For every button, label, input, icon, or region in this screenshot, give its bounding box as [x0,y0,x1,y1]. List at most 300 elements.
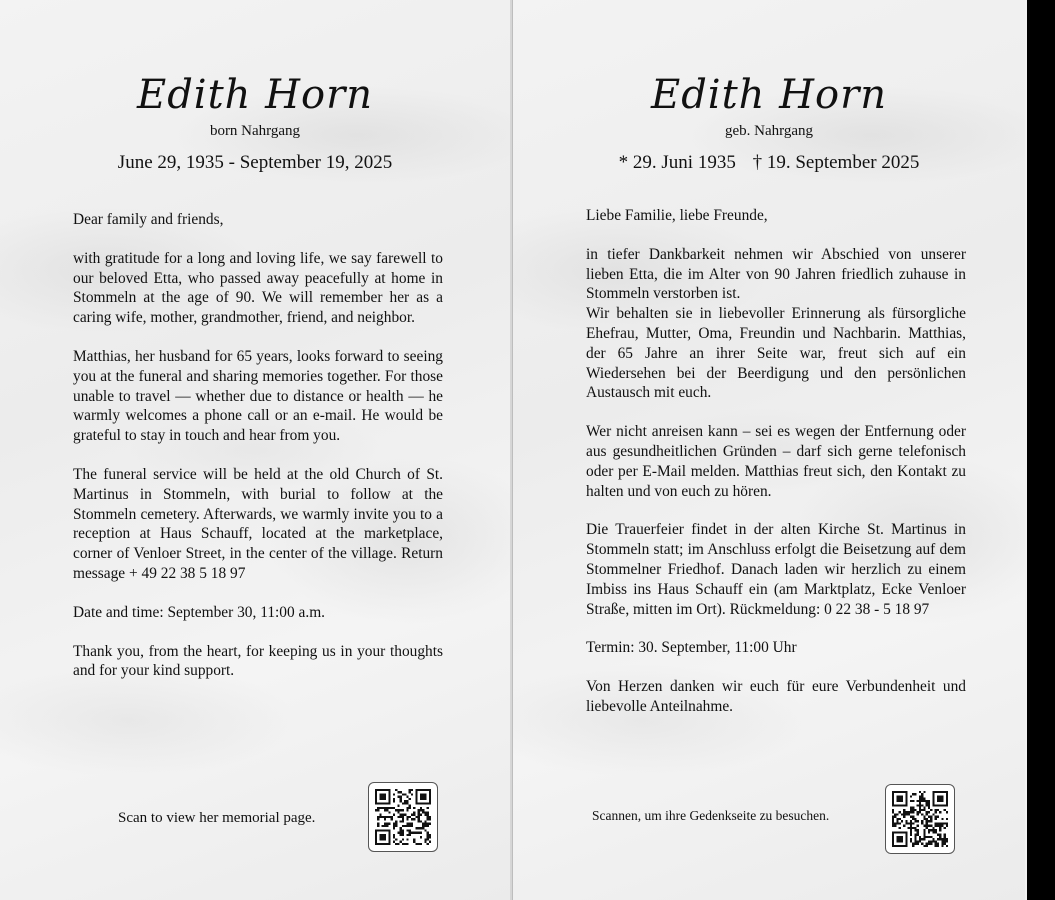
qr-module [935,831,937,833]
qr-module [384,825,386,827]
qr-module [418,811,420,813]
qr-module [892,820,894,822]
qr-module [409,816,411,818]
qr-module [406,823,408,825]
qr-module [379,814,381,816]
qr-module [402,829,404,831]
qr-module [914,843,916,845]
maiden-name: born Nahrgang [209,123,301,139]
qr-module [420,832,422,834]
qr-module [402,834,404,836]
qr-module [429,823,431,825]
qr-module [919,795,921,797]
qr-module [926,825,928,827]
qr-module [946,845,948,847]
qr-module [892,816,894,818]
qr-module [892,818,894,820]
qr-module [910,827,912,829]
qr-module [406,838,408,840]
qr-module [917,811,919,813]
qr-module [908,827,910,829]
qr-module [926,836,928,838]
qr-module [395,809,397,811]
qr-module [411,789,413,791]
qr-module [914,836,916,838]
qr-module [377,823,379,825]
qr-module [413,811,415,813]
qr-module [919,791,921,793]
qr-module [917,804,919,806]
qr-module [928,804,930,806]
qr-module [912,843,914,845]
qr-module [393,827,395,829]
qr-module [409,798,411,800]
qr-module [409,834,411,836]
qr-module [939,822,941,824]
english-page [0,0,512,900]
qr-module [894,813,896,815]
qr-module [903,811,905,813]
greeting: Dear family and friends, [73,211,224,228]
qr-module [937,843,939,845]
qr-module [896,818,898,820]
qr-module [896,822,898,824]
qr-module [921,798,923,800]
qr-module [928,816,930,818]
qr-module [420,827,422,829]
qr-module [912,818,914,820]
qr-module [905,820,907,822]
qr-module [923,791,925,793]
qr-module [418,843,420,845]
qr-module [946,822,948,824]
qr-module [910,840,912,842]
qr-module [921,793,923,795]
qr-module [926,804,928,806]
closing: Von Herzen danken wir euch für eure Verbundenheit und liebevolle Anteilnahme. [586,678,966,715]
birth-date: * 29. Juni 1935 [618,152,736,173]
qr-module [923,807,925,809]
date-time: Date and time: September 30, 11:00 a.m. [73,603,326,621]
qr-module [932,838,934,840]
qr-module [386,809,388,811]
qr-module [424,814,426,816]
qr-module [910,838,912,840]
qr-module [427,811,429,813]
qr-module [919,838,921,840]
qr-module [917,834,919,836]
qr-module [921,800,923,802]
qr-module [413,807,415,809]
qr-module [413,814,415,816]
qr-module [427,818,429,820]
qr-module [939,829,941,831]
qr-module [910,834,912,836]
qr-module [427,838,429,840]
qr-module [402,818,404,820]
qr-module [910,795,912,797]
qr-module [926,820,928,822]
qr-module [382,825,384,827]
qr-module [400,800,402,802]
qr-module [894,816,896,818]
qr-module [939,838,941,840]
qr-module [928,825,930,827]
qr-module [944,843,946,845]
qr-module [388,823,390,825]
qr-module [402,838,404,840]
qr-module [935,809,937,811]
qr-module [928,811,930,813]
qr-module [923,834,925,836]
life-dates: June 29, 1935 - September 19, 2025 [117,152,393,173]
qr-code-icon[interactable] [885,784,955,854]
qr-module [413,818,415,820]
qr-code-icon[interactable] [368,782,438,852]
qr-module [413,841,415,843]
qr-module [402,793,404,795]
qr-module [899,827,901,829]
qr-module [923,838,925,840]
qr-module [413,832,415,834]
qr-module [393,798,395,800]
qr-module [894,822,896,824]
qr-module [919,836,921,838]
qr-module [382,816,384,818]
qr-module [429,818,431,820]
qr-module [919,811,921,813]
qr-module [935,811,937,813]
qr-module [926,843,928,845]
qr-module [899,822,901,824]
paragraph: Die Trauerfeier findet in der alten Kirche St. Martinus in Stommeln statt; im Anschluss erfolgt die Beisetzung auf dem Stommelner Friedhof. Danach laden wir herzlich zu einem Imbiss ins Haus Schauff ein (am Marktplatz, Ecke Venloer Straße, mitten im Ort). Rückmeldung: 0 22 38 - 5 18 97 [586,521,966,618]
paragraph: The funeral service will be held at the old Church of St. Martinus in Stommeln, with burial to follow at the Stommeln cemetery. Afterwards, we warmly invite you to a reception at Haus Schauff, located at the marketplace, corner of Venloer Street, in the center of the village. Return message + 49 22 38 5 18 97 [73,465,443,582]
qr-module [420,843,422,845]
qr-module [919,809,921,811]
qr-module [928,843,930,845]
qr-module [946,811,948,813]
qr-module [424,841,426,843]
qr-module [402,814,404,816]
qr-module [935,840,937,842]
qr-module [418,827,420,829]
qr-module [930,836,932,838]
qr-module [400,834,402,836]
qr-module [379,816,381,818]
qr-module [910,831,912,833]
qr-module [926,813,928,815]
qr-module [921,822,923,824]
qr-module [914,827,916,829]
qr-module [402,832,404,834]
qr-module [420,807,422,809]
qr-module [923,845,925,847]
qr-module [427,807,429,809]
scan-caption: Scannen, um ihre Gedenkseite zu besuchen. [592,808,830,823]
qr-module [921,809,923,811]
qr-module [932,831,934,833]
qr-module [395,843,397,845]
qr-module [377,818,379,820]
qr-module [917,840,919,842]
qr-module [937,816,939,818]
qr-module [404,843,406,845]
qr-module [420,809,422,811]
qr-module [910,816,912,818]
qr-module [935,825,937,827]
qr-module [946,825,948,827]
qr-module [391,816,393,818]
qr-module [427,823,429,825]
qr-module [944,809,946,811]
qr-module [375,809,377,811]
qr-module [912,811,914,813]
qr-module [896,795,903,802]
qr-module [903,816,905,818]
qr-module [926,822,928,824]
qr-module [422,823,424,825]
qr-module [939,836,941,838]
qr-module [409,823,411,825]
qr-module [379,834,386,841]
qr-module [427,834,429,836]
qr-module [912,822,914,824]
qr-module [921,804,923,806]
qr-module [427,825,429,827]
qr-module [923,829,925,831]
qr-module [941,845,943,847]
qr-module [395,820,397,822]
qr-module [400,841,402,843]
qr-module [935,822,937,824]
paragraph: Wer nicht anreisen kann – sei es wegen der Entfernung oder aus gesundheitlichen Gründen – darf sich gerne telefonisch oder per E-Mail melden. Matthias freut sich, den Kontakt zu halten und von euch zu hören. [586,423,966,500]
qr-module [397,796,399,798]
qr-module [422,825,424,827]
qr-module [917,843,919,845]
qr-module [393,825,395,827]
qr-module [944,822,946,824]
qr-module [420,793,427,800]
qr-module [397,832,399,834]
qr-module [415,816,417,818]
qr-module [896,836,903,843]
qr-module [424,825,426,827]
letter-body [586,206,966,736]
paragraph: in tiefer Dankbarkeit nehmen wir Abschied von unserer lieben Etta, die im Alter von 90 Jahren friedlich zuhause in Stommeln verstorben ist. [586,245,966,303]
qr-module [928,820,930,822]
qr-module [910,807,912,809]
qr-module [939,825,941,827]
qr-module [429,816,431,818]
qr-module [941,843,943,845]
qr-module [928,802,930,804]
date-time: Termin: 30. September, 11:00 Uhr [586,639,797,657]
qr-module [914,838,916,840]
qr-module [406,796,408,798]
qr-module [402,809,404,811]
qr-module [937,834,939,836]
qr-module [393,823,395,825]
qr-module [422,809,424,811]
qr-module [418,832,420,834]
qr-module [896,813,898,815]
qr-module [892,809,894,811]
qr-module [917,831,919,833]
qr-module [926,827,928,829]
qr-module [427,816,429,818]
qr-module [418,820,420,822]
qr-module [391,807,393,809]
qr-module [944,836,946,838]
qr-module [923,816,925,818]
qr-module [418,814,420,816]
qr-module [941,838,943,840]
qr-module [932,827,934,829]
qr-module [928,807,930,809]
qr-module [388,816,390,818]
qr-module [930,816,932,818]
qr-module [941,822,943,824]
qr-module [393,793,395,795]
qr-module [402,802,404,804]
qr-module [397,843,399,845]
qr-module [910,829,912,831]
qr-module [393,841,395,843]
qr-module [935,818,937,820]
qr-module [427,843,429,845]
qr-module [415,843,417,845]
qr-module [393,836,395,838]
qr-module [386,816,388,818]
qr-module [411,814,413,816]
qr-module [914,820,916,822]
qr-module [422,827,424,829]
qr-module [946,818,948,820]
qr-module [917,813,919,815]
qr-module [937,825,939,827]
qr-module [905,813,907,815]
qr-module [928,829,930,831]
qr-module [424,811,426,813]
qr-module [406,843,408,845]
qr-module [930,825,932,827]
qr-module [418,816,420,818]
qr-module [411,825,413,827]
qr-module [921,820,923,822]
qr-module [935,843,937,845]
paragraph: with gratitude for a long and loving life, we say farewell to our beloved Etta, who passed away peacefully at home in Stommeln at the age of 90. We will remember her as a caring wife, mother, grandmother, friend, and neighbor. [73,249,443,327]
death-date: † 19. September 2025 [752,152,920,173]
qr-module [946,840,948,842]
closing: Thank you, from the heart, for keeping us in your thoughts and for your kind support. [73,642,443,680]
qr-module [914,793,916,795]
qr-module [905,811,907,813]
qr-module [413,838,415,840]
qr-module [406,800,408,802]
qr-module [400,814,402,816]
qr-module [404,800,406,802]
qr-module [935,816,937,818]
qr-module [388,811,390,813]
qr-module [912,807,914,809]
qr-module [899,818,901,820]
qr-module [406,834,408,836]
qr-module [923,809,925,811]
deceased-name: Edith Horn [651,72,887,118]
qr-module [379,807,381,809]
qr-module [397,791,399,793]
qr-module [930,843,932,845]
qr-module [937,845,939,847]
qr-module [422,811,424,813]
qr-module [377,816,379,818]
qr-module [420,820,422,822]
qr-module [926,800,928,802]
qr-module [382,807,384,809]
qr-module [386,807,388,809]
qr-module [894,825,896,827]
qr-module [941,840,943,842]
qr-module [892,825,894,827]
qr-module [409,789,411,791]
qr-module [391,818,393,820]
qr-module [429,836,431,838]
qr-module [395,838,397,840]
qr-module [914,809,916,811]
qr-module [384,818,386,820]
qr-module [910,820,912,822]
qr-module [908,822,910,824]
qr-module [939,827,941,829]
qr-module [919,807,921,809]
qr-module [930,820,932,822]
qr-module [919,840,921,842]
qr-module [395,823,397,825]
qr-module [903,813,905,815]
qr-module [912,800,914,802]
qr-module [406,809,408,811]
qr-module [926,811,928,813]
qr-module [379,793,386,800]
letter-body [73,210,443,700]
qr-module [429,834,431,836]
qr-module [941,825,943,827]
qr-module [411,818,413,820]
qr-module [901,820,903,822]
qr-module [914,834,916,836]
qr-module [914,829,916,831]
qr-module [400,820,402,822]
qr-module [923,831,925,833]
qr-module [397,811,399,813]
qr-module [928,800,930,802]
qr-module [393,807,395,809]
qr-module [397,805,399,807]
qr-module [935,845,937,847]
qr-module [393,834,395,836]
qr-module [937,822,939,824]
qr-module [424,820,426,822]
qr-module [941,818,943,820]
qr-module [386,823,388,825]
qr-module [400,798,402,800]
qr-module [937,809,939,811]
qr-module [919,798,921,800]
qr-module [420,836,422,838]
qr-module [409,825,411,827]
qr-module [944,834,946,836]
qr-module [930,829,932,831]
